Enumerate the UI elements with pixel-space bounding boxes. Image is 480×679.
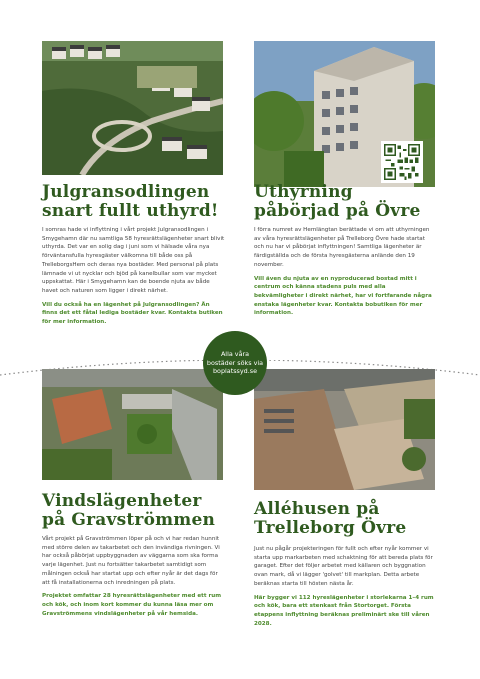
section-title-allehusen: Alléhusen på Trelleborg Övre [254, 499, 407, 538]
photo-gravstrommen [42, 369, 223, 480]
section-body-julgransodlingen [42, 226, 225, 332]
qr-code [381, 141, 423, 183]
section-title-julgransodlingen: Julgransodlingen snart fullt uthyrd! [42, 182, 219, 221]
highlight-text: Projektet omfattar 28 hyresrättslägenheter med ett rum och kök, och inom kort kommer du kunna läsa mer om Gravströmmens vindslägenheter på vår hemsida. [42, 593, 222, 617]
highlight-text: Vill du också ha en lägenhet på Julgransodlingen? Än finns det ett fåtal lediga bostäder kvar. Kontakta butiken för mer information. [42, 301, 223, 326]
paragraph: I förra numret av Hemlängtan berättade vi om att uthyrningen av våra hyresrättslägenheter på Trelleborg Övre hade startat och nu har vi påbörjat inflyttningen! Samtliga lägenheter är färdigställda och de första hyresgästerna anlände den 19 november. [254, 227, 430, 268]
section-body-uthyrning [254, 226, 435, 323]
section-body-vindslagenheter [42, 535, 225, 623]
highlight-text: Vill även du njuta av en nyproducerad bostad mitt i centrum och känna stadens puls med alla bekvämligheter i direkt närhet, har vi fortfarande några enstaka lägenheter kvar. Kontakta bobutiken för mer information. [254, 275, 432, 317]
paragraph: Vårt projekt på Gravströmmen löper på och vi har redan hunnit med större delen av takarbetet och den invändiga rivningen. Vi har också påbörjat uppbyggnaden av väggarna som ska forma varje lägenhet. Just nu fortsätter takarbetet samtidigt som målningen också har startat upp och efter nyår är det dags för att få installationerna och inredningen på plats. [42, 536, 220, 586]
paragraph: I somras hade vi inflyttning i vårt projekt Julgransodlingen i Smygehamn där nu samtliga 58 hyresrättslägenheter snart blivit uthyrda. Det var en solig dag i juni som vi hälsade våra nya förväntansfulla hyresgäster välkomna till både oss på TrelleborgsHem och deras nya bostäder. Med personal på plats lämnade vi ut nycklar och bjöd på kanelbullar som var mycket uppskattat. Här i Smygehamn kan de boende njuta av både havet och naturen som ligger i direkt närhet. [42, 227, 225, 294]
section-title-vindslagenheter: Vindslägenheter på Gravströmmen [42, 491, 216, 530]
section-title-uthyrning: Uthyrning påbörjad på Övre [254, 182, 421, 221]
section-body-allehusen [254, 545, 435, 633]
photo-allehusen [254, 369, 435, 490]
boplatssyd-badge: Alla våra bostäder söks via boplatssyd.se [203, 331, 267, 395]
highlight-text: Här bygger vi 112 hyreslägenheter i storlekarna 1–4 rum och kök, bara ett stenkast från Stortorget. Första etappens inflyttning beräknas preliminärt ske till våren 2028. [254, 594, 434, 627]
photo-julgransodlingen [42, 41, 223, 175]
paragraph: Just nu pågår projekteringen för fullt och efter nyår kommer vi starta upp markarbeten med schaktning för att bereda plats för garaget. Efter det följer arbetet med källaren och byggnation ovan mark, då vi lägger 'golvet' till markplan. Detta arbete beräknas starta till hösten nästa år. [254, 546, 433, 587]
